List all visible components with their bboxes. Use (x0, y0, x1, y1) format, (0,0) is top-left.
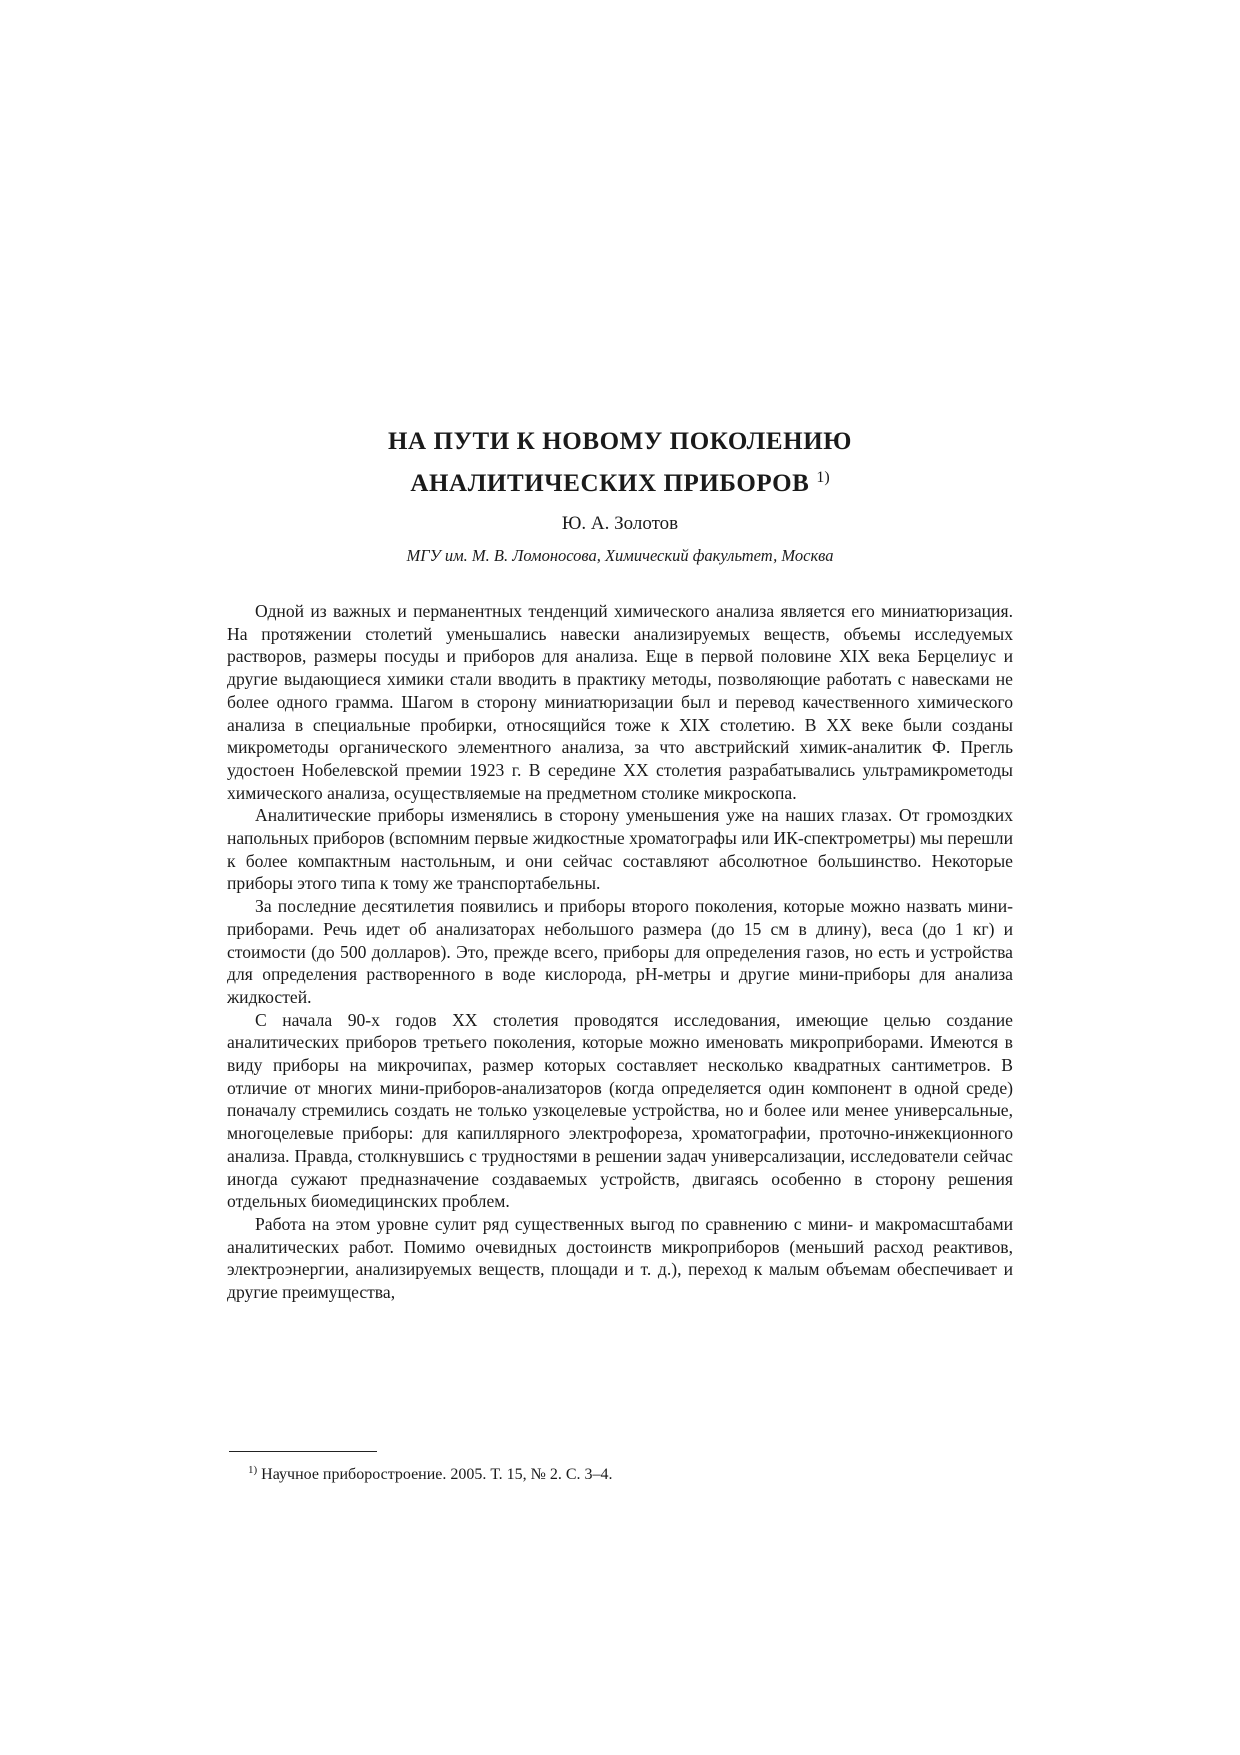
footnote (248, 1459, 1008, 1486)
footnote-text: Научное приборостроение. 2005. Т. 15, № 2. С. 3–4. (261, 1466, 613, 1483)
article-title-line-1 (210, 426, 1030, 458)
title-line-2-text: АНАЛИТИЧЕСКИХ ПРИБОРОВ (410, 470, 810, 497)
article-body (227, 600, 1013, 1304)
paragraph-3: За последние десятилетия появились и приборы второго поколения, которые можно назвать мини-приборами. Речь идет об анализаторах небольшого размера (до 15 см в длину), веса (до 1 кг) и стоимости (до 500 долларов). Это, прежде всего, приборы для определения газов, но есть и устройства для определения растворенного в воде кислорода, pH-метры и другие мини-приборы для анализа жидкостей. (227, 896, 1013, 1007)
title-footnote-mark[interactable]: 1) (816, 469, 830, 486)
footnote-separator (229, 1451, 377, 1452)
author-name: Ю. А. Золотов (561, 513, 679, 534)
paragraph-5: Работа на этом уровне сулит ряд существенных выгод по сравнению с мини- и макромасштабами аналитических работ. Помимо очевидных достоинств микроприборов (меньший расход реактивов, электроэнергии, анализируемых веществ, площади и т. д.), переход к малым объемам обеспечивает и другие преимущества, (227, 1213, 1013, 1303)
paragraph-4: С начала 90-х годов XX столетия проводятся исследования, имеющие целью создание аналитических приборов третьего поколения, которые можно именовать микроприборами. Имеются в виду приборы на микрочипах, размер которых составляет несколько квадратных сантиметров. В отличие от многих мини-приборов-анализаторов (когда определяется один компонент в одной среде) поначалу стремились создать не только узкоцелевые устройства, но и более или менее универсальные, многоцелевые приборы: для капиллярного электрофореза, хроматографии, проточно-инжекционного анализа. Правда, столкнувшись с трудностями в решении задач универсализации, исследователи сейчас иногда сужают предназначение создаваемых устройств, двигаясь особенно в сторону решения отдельных биомедицинских проблем. (227, 1009, 1013, 1212)
title-line-1-text: НА ПУТИ К НОВОМУ ПОКОЛЕНИЮ (387, 428, 853, 455)
paragraph-1: Одной из важных и перманентных тенденций химического анализа является его миниатюризация. На протяжении столетий уменьшались навески анализируемых веществ, объемы исследуемых растворов, размеры посуды и приборов для анализа. Еще в первой половине XIX века Берцелиус и другие выдающиеся химики стали вводить в практику методы, позволяющие работать с навесками не более одного грамма. Шагом в сторону миниатюризации был и перевод качественного химического анализа в специальные пробирки, относящийся тоже к XIX столетию. В XX веке были созданы микрометоды органического элементного анализа, за что австрийский химик-аналитик Ф. Прегль удостоен Нобелевской премии 1923 г. В середине XX столетия разрабатывались ультрамикрометоды химического анализа, осуществляемые на предметном столике микроскопа. (227, 601, 1013, 803)
paragraph-2: Аналитические приборы изменялись в сторону уменьшения уже на наших глазах. От громоздких напольных приборов (вспомним первые жидкостные хроматографы или ИК-спектрометры) мы перешли к более компактным настольным, и они сейчас составляют абсолютное большинство. Некоторые приборы этого типа к тому же транспортабельны. (227, 805, 1013, 894)
footnote-mark: 1) (248, 1464, 258, 1476)
article-title-line-2 (210, 462, 1030, 500)
author-affiliation: МГУ им. М. В. Ломоносова, Химический факультет, Москва (406, 546, 834, 565)
